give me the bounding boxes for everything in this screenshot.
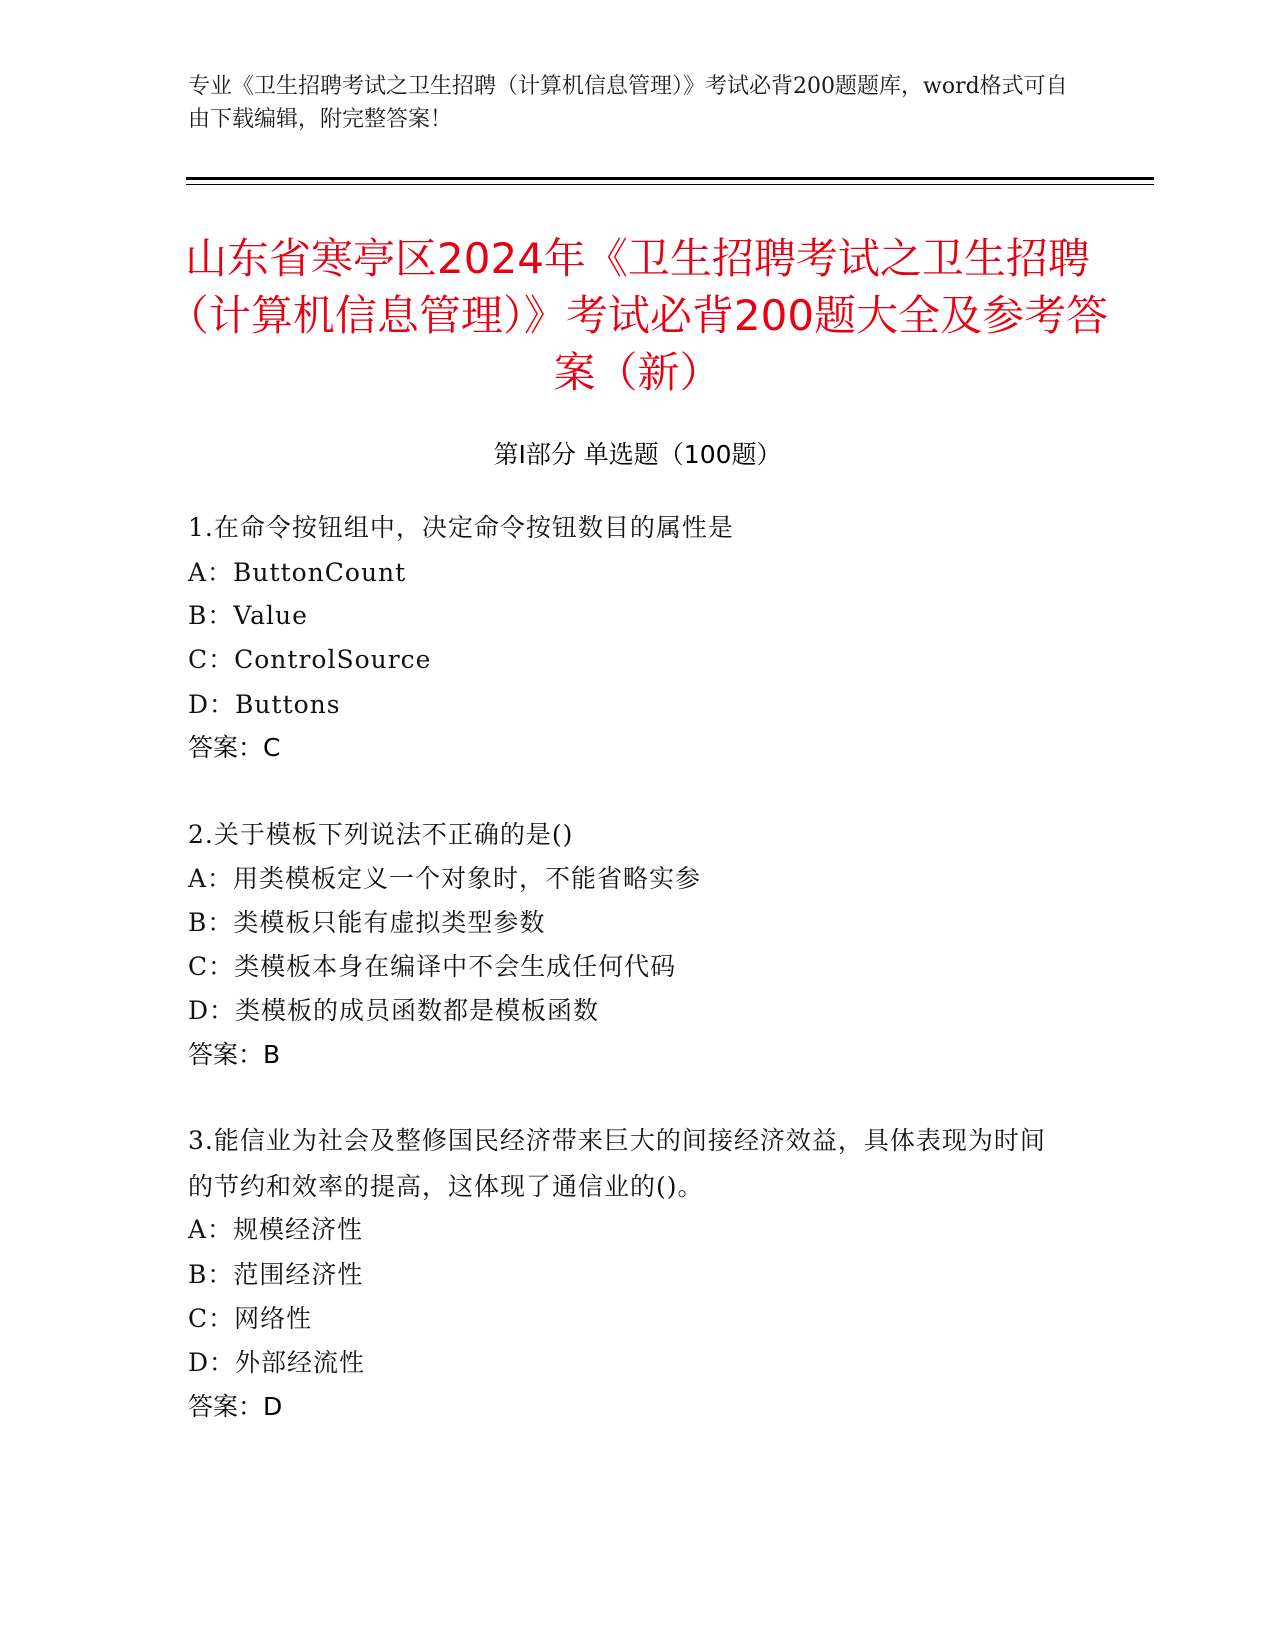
question-2-option-a: A：用类模板定义一个对象时，不能省略实参 (188, 864, 702, 893)
question-3-stem: 3.能信业为社会及整修国民经济带来巨大的间接经济效益，具体表现为时间的节约和效率的提高，这体现了通信业的()。 (188, 1126, 1046, 1201)
question-1-option-c: C：ControlSource (188, 645, 432, 674)
question-1-option-b: B：Value (188, 601, 308, 630)
question-3-option-a: A：规模经济性 (188, 1215, 364, 1244)
question-1-stem: 1.在命令按钮组中，决定命令按钮数目的属性是 (188, 513, 734, 542)
question-1-answer: 答案：C (188, 733, 281, 762)
question-2-stem: 2.关于模板下列说法不正确的是() (188, 820, 574, 849)
document-title: 山东省寒亭区2024年《卫生招聘考试之卫生招聘（计算机信息管理）》考试必背200题大全及参考答案（新） (166, 234, 1109, 397)
header-note: 专业《卫生招聘考试之卫生招聘（计算机信息管理）》考试必背200题题库，word格式可自由下载编辑，附完整答案！ (188, 74, 1068, 132)
question-2-answer: 答案：B (188, 1040, 281, 1069)
question-3-option-d: D：外部经流性 (188, 1348, 366, 1377)
question-2-option-b: B：类模板只能有虚拟类型参数 (188, 908, 546, 937)
question-3-answer: 答案：D (188, 1392, 283, 1421)
question-1-option-d: D：Buttons (188, 690, 341, 719)
header-rule-thick (186, 177, 1154, 180)
question-1-option-a: A：ButtonCount (188, 558, 407, 587)
question-3-option-c: C：网络性 (188, 1304, 313, 1333)
header-rule-thin (186, 184, 1154, 185)
question-2-option-d: D：类模板的成员函数都是模板函数 (188, 996, 600, 1025)
section-heading: 第Ⅰ部分 单选题（100题） (493, 440, 782, 469)
question-2-option-c: C：类模板本身在编译中不会生成任何代码 (188, 952, 677, 981)
question-3-option-b: B：范围经济性 (188, 1260, 364, 1289)
